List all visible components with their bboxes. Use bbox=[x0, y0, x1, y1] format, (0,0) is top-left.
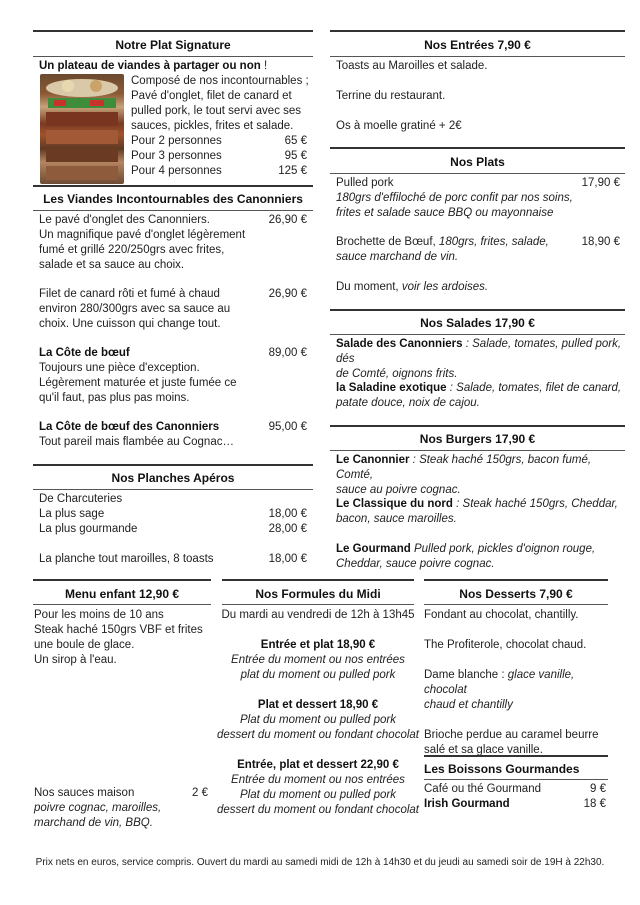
price-row: Pour 2 personnes 65 € bbox=[131, 135, 307, 147]
footer-note: Prix nets en euros, service compris. Ouvert du mardi au samedi midi de 12h à 14h30 et du jeudi au samedi soir de 19H à 22h30. bbox=[35, 857, 605, 868]
divider bbox=[330, 173, 625, 174]
divider bbox=[330, 425, 625, 427]
divider bbox=[330, 30, 625, 32]
viande-item: La Côte de bœuf Toujours une pièce d'exception. Légèrement maturée et juste fumée ce qu'il faut, pas plus pas moins. 89,00 € bbox=[39, 347, 307, 404]
dessert-item: Brioche perdue au caramel beurre salé et sa glace vanille. bbox=[424, 729, 599, 756]
planche-item: La plus gourmande 28,00 € bbox=[39, 523, 307, 535]
viande-item: La Côte de bœuf des Canonniers Tout pareil mais flambée au Cognac… 95,00 € bbox=[39, 421, 307, 448]
divider bbox=[33, 579, 211, 581]
planches-list: De Charcuteries La plus sage 18,00 € La plus gourmande 28,00 € La planche tout maroilles, 8 toasts 18,00 € bbox=[39, 493, 307, 565]
desserts-list bbox=[424, 608, 619, 758]
item-price: 17,90 € bbox=[581, 177, 620, 189]
item-price: 89,00 € bbox=[268, 347, 307, 359]
burgers-header: Nos Burgers 17,90 € bbox=[419, 432, 536, 446]
boisson-item: Irish Gourmand 18 € bbox=[424, 798, 606, 810]
planche-item: La plus sage 18,00 € bbox=[39, 508, 307, 520]
item-price: 18,90 € bbox=[581, 236, 620, 248]
divider bbox=[33, 464, 313, 466]
planche-item: La planche tout maroilles, 8 toasts 18,00 € bbox=[39, 553, 307, 565]
plat-item: Du moment, voir les ardoises. bbox=[336, 281, 489, 293]
meat-platter-image bbox=[40, 74, 124, 184]
entrees-list bbox=[336, 59, 621, 134]
viande-item: Le pavé d'onglet des Canonniers. Un magnifique pavé d'onglet légèrement fumé et grillé 220/250grs avec frites, salade et sa sauce au choix. 26,90 € bbox=[39, 214, 307, 271]
formules-list: Du mardi au vendredi de 12h à 13h45 Entrée et plat 18,90 € Entrée du moment ou nos entrées plat du moment ou pulled pork Plat et dessert 18,90 € Plat du moment ou pulled pork dessert du moment ou fondant chocolat Entrée, plat et dessert 22,90 € Entrée du moment ou nos entrées Plat du moment ou pulled pork dessert du moment ou fondant chocolat bbox=[216, 609, 419, 816]
salades-header: Nos Salades 17,90 € bbox=[420, 316, 535, 330]
planches-header: Nos Planches Apéros bbox=[111, 471, 235, 485]
signature-header: Notre Plat Signature bbox=[115, 38, 231, 52]
dessert-item: Dame blanche : glace vanille, chocolat chaud et chantilly bbox=[424, 669, 575, 711]
plats-header: Nos Plats bbox=[450, 155, 505, 169]
plat-item: Pulled pork 180grs d'effiloché de porc confit par nos soins, frites et salade sauce BBQ ou mayonnaise 17,90 € bbox=[336, 177, 620, 219]
item-price: 95,00 € bbox=[268, 421, 307, 433]
divider bbox=[330, 147, 625, 149]
entree-item: Os à moelle gratiné + 2€ bbox=[336, 120, 462, 132]
boissons-list bbox=[424, 782, 606, 812]
plat-item: Brochette de Bœuf, 180grs, frites, salade, sauce marchand de vin. 18,90 € bbox=[336, 236, 620, 263]
divider bbox=[424, 779, 608, 780]
meat-platter-illustration bbox=[40, 74, 124, 184]
salade-item: la Saladine exotique : Salade, tomates, filet de canard, patate douce, noix de cajou. bbox=[336, 382, 622, 409]
enfant-header: Menu enfant 12,90 € bbox=[64, 587, 180, 601]
divider bbox=[330, 56, 625, 57]
divider bbox=[330, 334, 625, 335]
entree-item: Toasts au Maroilles et salade. bbox=[336, 60, 488, 72]
burger-item: Le Gourmand Pulled pork, pickles d'oignon rouge, Cheddar, sauce poivre cognac. bbox=[336, 543, 596, 570]
viande-item: Filet de canard rôti et fumé à chaud environ 280/300grs avec sa sauce au choix. Une cuisson qui change tout. 26,90 € bbox=[39, 288, 307, 330]
divider bbox=[33, 56, 313, 57]
divider bbox=[33, 604, 211, 605]
price-row: Pour 3 personnes 95 € bbox=[131, 150, 307, 162]
divider bbox=[330, 450, 625, 451]
item-price: 26,90 € bbox=[268, 214, 307, 226]
sauce-price: 2 € bbox=[192, 787, 208, 799]
burger-item: Le Classique du nord : Steak haché 150grs, Cheddar, bacon, sauce maroilles. bbox=[336, 498, 618, 525]
divider bbox=[33, 185, 313, 187]
price-row: Pour 4 personnes 125 € bbox=[131, 165, 307, 177]
dessert-item: The Profiterole, chocolat chaud. bbox=[424, 639, 587, 651]
entrees-header: Nos Entrées 7,90 € bbox=[424, 38, 531, 52]
signature-description: Composé de nos incontournables ; Pavé d'onglet, filet de canard et pulled pork, le tout servi avec ses sauces, pickles, frites et salade. bbox=[131, 75, 309, 132]
boissons-header: Les Boissons Gourmandes bbox=[424, 762, 580, 776]
formules-header: Nos Formules du Midi bbox=[255, 587, 381, 601]
entree-item: Terrine du restaurant. bbox=[336, 90, 446, 102]
divider bbox=[424, 755, 608, 757]
burger-item: Le Canonnier : Steak haché 150grs, bacon fumé, Comté, sauce au poivre cognac. bbox=[336, 454, 592, 496]
signature-title: Un plateau de viandes à partager ou non ! bbox=[39, 60, 268, 72]
viandes-header: Les Viandes Incontournables des Canonniers bbox=[43, 192, 303, 206]
divider bbox=[424, 604, 608, 605]
salade-item: Salade des Canonniers : Salade, tomates, pulled pork, dés de Comté, oignons frits. bbox=[336, 338, 622, 380]
desserts-header: Nos Desserts 7,90 € bbox=[459, 587, 573, 601]
divider bbox=[33, 210, 313, 211]
divider bbox=[222, 604, 414, 605]
dessert-item: Fondant au chocolat, chantilly. bbox=[424, 609, 579, 621]
divider bbox=[33, 30, 313, 32]
sauces-block: Nos sauces maison poivre cognac, maroilles, marchand de vin, BBQ. 2 € bbox=[34, 787, 208, 829]
boisson-item: Café ou thé Gourmand 9 € bbox=[424, 783, 606, 795]
divider bbox=[33, 489, 313, 490]
item-price: 26,90 € bbox=[268, 288, 307, 300]
divider bbox=[330, 309, 625, 311]
divider bbox=[424, 579, 608, 581]
signature-price-list bbox=[131, 134, 307, 179]
divider bbox=[222, 579, 414, 581]
enfant-description: Pour les moins de 10 ans Steak haché 150grs VBF et frites une boule de glace. Un sirop à l'eau. bbox=[34, 609, 203, 666]
